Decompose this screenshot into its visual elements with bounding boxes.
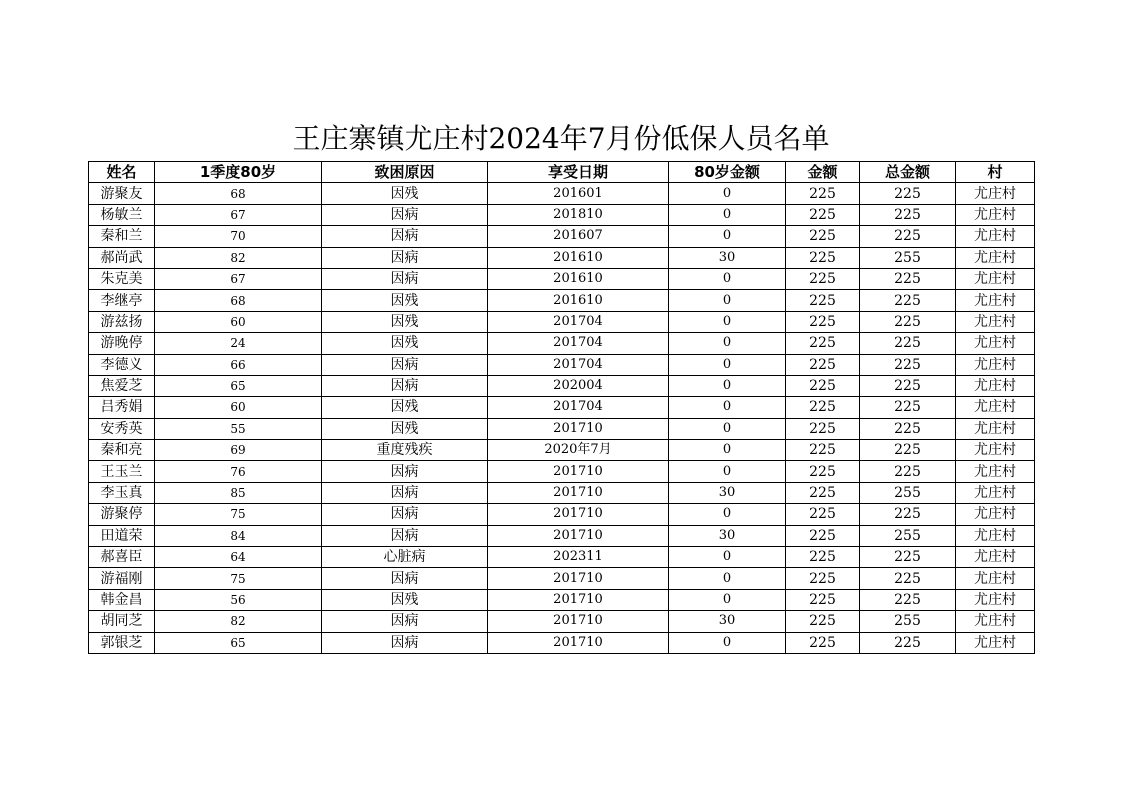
- cell-amount: 225: [786, 418, 860, 439]
- cell-total: 225: [860, 226, 956, 247]
- cell-reason: 重度残疾: [322, 440, 488, 461]
- cell-date: 201710: [488, 482, 669, 503]
- cell-80-amount: 0: [669, 311, 786, 332]
- cell-q1-80: 64: [155, 547, 322, 568]
- cell-village: 尤庄村: [956, 375, 1035, 396]
- table-row: [89, 226, 1035, 247]
- cell-amount: 225: [786, 611, 860, 632]
- cell-80-amount: 0: [669, 397, 786, 418]
- cell-reason: 因病: [322, 247, 488, 268]
- cell-village: 尤庄村: [956, 354, 1035, 375]
- table-row: [89, 461, 1035, 482]
- cell-reason: 因残: [322, 418, 488, 439]
- header-amount: 金额: [786, 162, 860, 183]
- cell-total: 225: [860, 311, 956, 332]
- cell-date: 201710: [488, 568, 669, 589]
- cell-80-amount: 0: [669, 440, 786, 461]
- cell-name: 吕秀娟: [89, 397, 155, 418]
- cell-q1-80: 82: [155, 611, 322, 632]
- cell-q1-80: 76: [155, 461, 322, 482]
- cell-reason: 因残: [322, 290, 488, 311]
- table-row: [89, 632, 1035, 653]
- cell-total: 225: [860, 183, 956, 204]
- cell-reason: 心脏病: [322, 547, 488, 568]
- cell-date: 201704: [488, 311, 669, 332]
- cell-village: 尤庄村: [956, 461, 1035, 482]
- cell-name: 秦和亮: [89, 440, 155, 461]
- cell-village: 尤庄村: [956, 568, 1035, 589]
- cell-date: 202311: [488, 547, 669, 568]
- cell-village: 尤庄村: [956, 290, 1035, 311]
- cell-amount: 225: [786, 375, 860, 396]
- cell-village: 尤庄村: [956, 482, 1035, 503]
- table-row: [89, 525, 1035, 546]
- cell-amount: 225: [786, 333, 860, 354]
- cell-name: 郝尚武: [89, 247, 155, 268]
- cell-80-amount: 0: [669, 204, 786, 225]
- cell-amount: 225: [786, 504, 860, 525]
- cell-date: 201710: [488, 418, 669, 439]
- cell-q1-80: 67: [155, 268, 322, 289]
- cell-reason: 因病: [322, 268, 488, 289]
- cell-amount: 225: [786, 226, 860, 247]
- cell-80-amount: 0: [669, 375, 786, 396]
- cell-name: 李继亭: [89, 290, 155, 311]
- cell-village: 尤庄村: [956, 632, 1035, 653]
- cell-reason: 因病: [322, 568, 488, 589]
- cell-date: 201710: [488, 589, 669, 610]
- cell-total: 225: [860, 461, 956, 482]
- cell-name: 李玉真: [89, 482, 155, 503]
- cell-date: 201704: [488, 397, 669, 418]
- cell-q1-80: 68: [155, 183, 322, 204]
- cell-date: 201610: [488, 290, 669, 311]
- cell-amount: 225: [786, 568, 860, 589]
- cell-80-amount: 0: [669, 568, 786, 589]
- cell-reason: 因病: [322, 204, 488, 225]
- cell-80-amount: 0: [669, 226, 786, 247]
- header-date: 享受日期: [488, 162, 669, 183]
- table-row: [89, 397, 1035, 418]
- cell-date: 201710: [488, 461, 669, 482]
- cell-reason: 因病: [322, 461, 488, 482]
- cell-date: 201810: [488, 204, 669, 225]
- roster-table: [88, 161, 1035, 654]
- cell-date: 201710: [488, 504, 669, 525]
- table-row: [89, 504, 1035, 525]
- cell-total: 225: [860, 568, 956, 589]
- cell-village: 尤庄村: [956, 440, 1035, 461]
- cell-80-amount: 30: [669, 482, 786, 503]
- cell-amount: 225: [786, 632, 860, 653]
- cell-total: 225: [860, 290, 956, 311]
- cell-reason: 因残: [322, 589, 488, 610]
- table-row: [89, 268, 1035, 289]
- cell-q1-80: 60: [155, 311, 322, 332]
- table-row: [89, 440, 1035, 461]
- table-row: [89, 333, 1035, 354]
- table-row: [89, 547, 1035, 568]
- cell-village: 尤庄村: [956, 418, 1035, 439]
- cell-80-amount: 0: [669, 589, 786, 610]
- cell-q1-80: 55: [155, 418, 322, 439]
- cell-reason: 因病: [322, 226, 488, 247]
- cell-name: 秦和兰: [89, 226, 155, 247]
- cell-q1-80: 82: [155, 247, 322, 268]
- cell-reason: 因残: [322, 397, 488, 418]
- cell-total: 225: [860, 333, 956, 354]
- cell-date: 201710: [488, 632, 669, 653]
- cell-village: 尤庄村: [956, 397, 1035, 418]
- cell-80-amount: 30: [669, 525, 786, 546]
- cell-amount: 225: [786, 354, 860, 375]
- cell-amount: 225: [786, 397, 860, 418]
- cell-name: 游聚停: [89, 504, 155, 525]
- cell-village: 尤庄村: [956, 589, 1035, 610]
- cell-village: 尤庄村: [956, 204, 1035, 225]
- cell-80-amount: 0: [669, 354, 786, 375]
- cell-q1-80: 24: [155, 333, 322, 354]
- cell-reason: 因病: [322, 611, 488, 632]
- header-name: 姓名: [89, 162, 155, 183]
- cell-amount: 225: [786, 268, 860, 289]
- cell-amount: 225: [786, 290, 860, 311]
- cell-name: 游聚友: [89, 183, 155, 204]
- cell-amount: 225: [786, 183, 860, 204]
- cell-village: 尤庄村: [956, 311, 1035, 332]
- table-row: [89, 375, 1035, 396]
- cell-q1-80: 66: [155, 354, 322, 375]
- cell-name: 郭银芝: [89, 632, 155, 653]
- table-row: [89, 611, 1035, 632]
- header-80-amount: 80岁金额: [669, 162, 786, 183]
- cell-q1-80: 65: [155, 375, 322, 396]
- cell-80-amount: 0: [669, 268, 786, 289]
- cell-total: 255: [860, 525, 956, 546]
- cell-date: 201710: [488, 525, 669, 546]
- cell-total: 225: [860, 632, 956, 653]
- cell-total: 255: [860, 482, 956, 503]
- cell-total: 225: [860, 504, 956, 525]
- cell-date: 201610: [488, 247, 669, 268]
- cell-name: 韩金昌: [89, 589, 155, 610]
- header-reason: 致困原因: [322, 162, 488, 183]
- cell-reason: 因病: [322, 354, 488, 375]
- cell-date: 201607: [488, 226, 669, 247]
- cell-name: 杨敏兰: [89, 204, 155, 225]
- cell-reason: 因残: [322, 311, 488, 332]
- cell-total: 225: [860, 547, 956, 568]
- cell-total: 225: [860, 204, 956, 225]
- cell-80-amount: 0: [669, 632, 786, 653]
- cell-name: 胡同芝: [89, 611, 155, 632]
- cell-80-amount: 0: [669, 418, 786, 439]
- cell-total: 225: [860, 375, 956, 396]
- cell-total: 225: [860, 397, 956, 418]
- cell-name: 王玉兰: [89, 461, 155, 482]
- cell-reason: 因病: [322, 525, 488, 546]
- cell-total: 255: [860, 247, 956, 268]
- cell-name: 田道荣: [89, 525, 155, 546]
- header-q1-80: 1季度80岁: [155, 162, 322, 183]
- cell-village: 尤庄村: [956, 268, 1035, 289]
- cell-amount: 225: [786, 589, 860, 610]
- cell-q1-80: 75: [155, 504, 322, 525]
- cell-name: 游福刚: [89, 568, 155, 589]
- cell-amount: 225: [786, 440, 860, 461]
- table-row: [89, 418, 1035, 439]
- cell-q1-80: 60: [155, 397, 322, 418]
- cell-date: 201601: [488, 183, 669, 204]
- cell-80-amount: 0: [669, 333, 786, 354]
- cell-name: 郝喜臣: [89, 547, 155, 568]
- cell-reason: 因残: [322, 183, 488, 204]
- cell-total: 225: [860, 268, 956, 289]
- cell-q1-80: 75: [155, 568, 322, 589]
- cell-village: 尤庄村: [956, 547, 1035, 568]
- table-row: [89, 568, 1035, 589]
- cell-village: 尤庄村: [956, 333, 1035, 354]
- cell-date: 201704: [488, 354, 669, 375]
- cell-reason: 因病: [322, 632, 488, 653]
- cell-reason: 因残: [322, 333, 488, 354]
- cell-date: 202004: [488, 375, 669, 396]
- cell-total: 225: [860, 354, 956, 375]
- cell-q1-80: 56: [155, 589, 322, 610]
- cell-amount: 225: [786, 311, 860, 332]
- cell-name: 游兹扬: [89, 311, 155, 332]
- cell-80-amount: 0: [669, 547, 786, 568]
- table-row: [89, 589, 1035, 610]
- cell-amount: 225: [786, 482, 860, 503]
- cell-q1-80: 68: [155, 290, 322, 311]
- cell-80-amount: 30: [669, 247, 786, 268]
- header-total: 总金额: [860, 162, 956, 183]
- cell-q1-80: 67: [155, 204, 322, 225]
- cell-name: 李德义: [89, 354, 155, 375]
- cell-name: 朱克美: [89, 268, 155, 289]
- cell-total: 225: [860, 589, 956, 610]
- cell-amount: 225: [786, 247, 860, 268]
- cell-date: 2020年7月: [488, 440, 669, 461]
- table-row: [89, 204, 1035, 225]
- table-row: [89, 183, 1035, 204]
- cell-total: 225: [860, 418, 956, 439]
- table-row: [89, 290, 1035, 311]
- cell-name: 游晚停: [89, 333, 155, 354]
- table-row: [89, 482, 1035, 503]
- cell-q1-80: 84: [155, 525, 322, 546]
- cell-village: 尤庄村: [956, 226, 1035, 247]
- cell-date: 201704: [488, 333, 669, 354]
- cell-amount: 225: [786, 525, 860, 546]
- cell-village: 尤庄村: [956, 611, 1035, 632]
- cell-80-amount: 30: [669, 611, 786, 632]
- cell-80-amount: 0: [669, 183, 786, 204]
- cell-amount: 225: [786, 204, 860, 225]
- header-row: [89, 162, 1035, 183]
- table-row: [89, 311, 1035, 332]
- cell-80-amount: 0: [669, 290, 786, 311]
- cell-date: 201710: [488, 611, 669, 632]
- cell-q1-80: 85: [155, 482, 322, 503]
- cell-80-amount: 0: [669, 504, 786, 525]
- document-title: 王庄寨镇尤庄村2024年7月份低保人员名单: [292, 122, 830, 155]
- cell-date: 201610: [488, 268, 669, 289]
- cell-village: 尤庄村: [956, 504, 1035, 525]
- cell-reason: 因病: [322, 482, 488, 503]
- cell-q1-80: 65: [155, 632, 322, 653]
- cell-village: 尤庄村: [956, 525, 1035, 546]
- cell-q1-80: 69: [155, 440, 322, 461]
- cell-reason: 因病: [322, 504, 488, 525]
- cell-village: 尤庄村: [956, 183, 1035, 204]
- cell-village: 尤庄村: [956, 247, 1035, 268]
- cell-q1-80: 70: [155, 226, 322, 247]
- roster-body: [89, 183, 1035, 654]
- table-row: [89, 247, 1035, 268]
- cell-total: 255: [860, 611, 956, 632]
- table-row: [89, 354, 1035, 375]
- cell-total: 225: [860, 440, 956, 461]
- cell-name: 焦爱芝: [89, 375, 155, 396]
- cell-name: 安秀英: [89, 418, 155, 439]
- cell-80-amount: 0: [669, 461, 786, 482]
- header-village: 村: [956, 162, 1035, 183]
- cell-reason: 因病: [322, 375, 488, 396]
- cell-amount: 225: [786, 461, 860, 482]
- cell-amount: 225: [786, 547, 860, 568]
